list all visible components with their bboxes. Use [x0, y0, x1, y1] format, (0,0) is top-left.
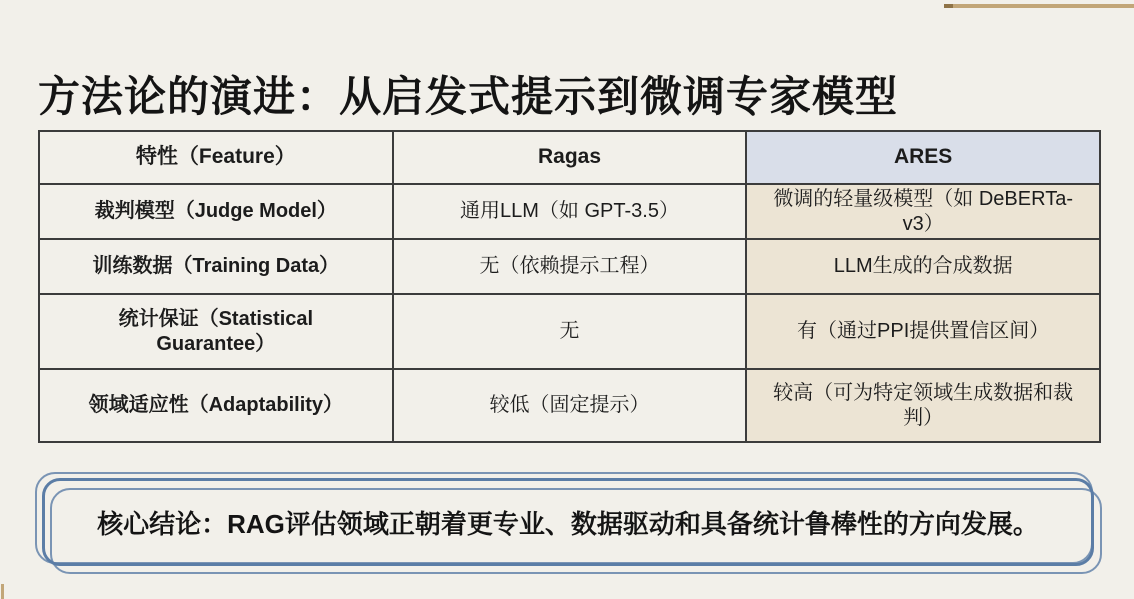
row-judge-model-feature: 裁判模型（Judge Model） [40, 185, 392, 238]
row-training-data-feature: 训练数据（Training Data） [40, 240, 392, 293]
row-statistical-guarantee-ares: 有（通过PPI提供置信区间） [747, 295, 1099, 368]
row-training-data-ragas: 无（依赖提示工程） [394, 240, 746, 293]
row-judge-model-ares: 微调的轻量级模型（如 DeBERTa-v3） [747, 185, 1099, 238]
conclusion-text [97, 504, 1039, 541]
table-header-ragas: Ragas [394, 132, 746, 183]
top-right-accent-line [944, 4, 1134, 8]
row-judge-model-ragas: 通用LLM（如 GPT-3.5） [394, 185, 746, 238]
row-statistical-guarantee-ragas: 无 [394, 295, 746, 368]
table-header-feature: 特性（Feature） [40, 132, 392, 183]
row-adaptability-ares: 较高（可为特定领域生成数据和裁判） [747, 370, 1099, 441]
row-adaptability-feature: 领域适应性（Adaptability） [40, 370, 392, 441]
comparison-table [38, 130, 1101, 443]
conclusion-body: RAG评估领域正朝着更专业、数据驱动和具备统计鲁棒性的方向发展。 [227, 508, 1039, 539]
row-statistical-guarantee-feature: 统计保证（Statistical Guarantee） [40, 295, 392, 368]
row-adaptability-ragas: 较低（固定提示） [394, 370, 746, 441]
row-training-data-ares: LLM生成的合成数据 [747, 240, 1099, 293]
table-header-ares: ARES [747, 132, 1099, 183]
conclusion-lead: 核心结论： [97, 508, 228, 539]
bottom-left-accent-line [1, 584, 4, 599]
conclusion-callout [42, 478, 1094, 566]
slide-title: 方法论的演进：从启发式提示到微调专家模型 [38, 75, 899, 122]
